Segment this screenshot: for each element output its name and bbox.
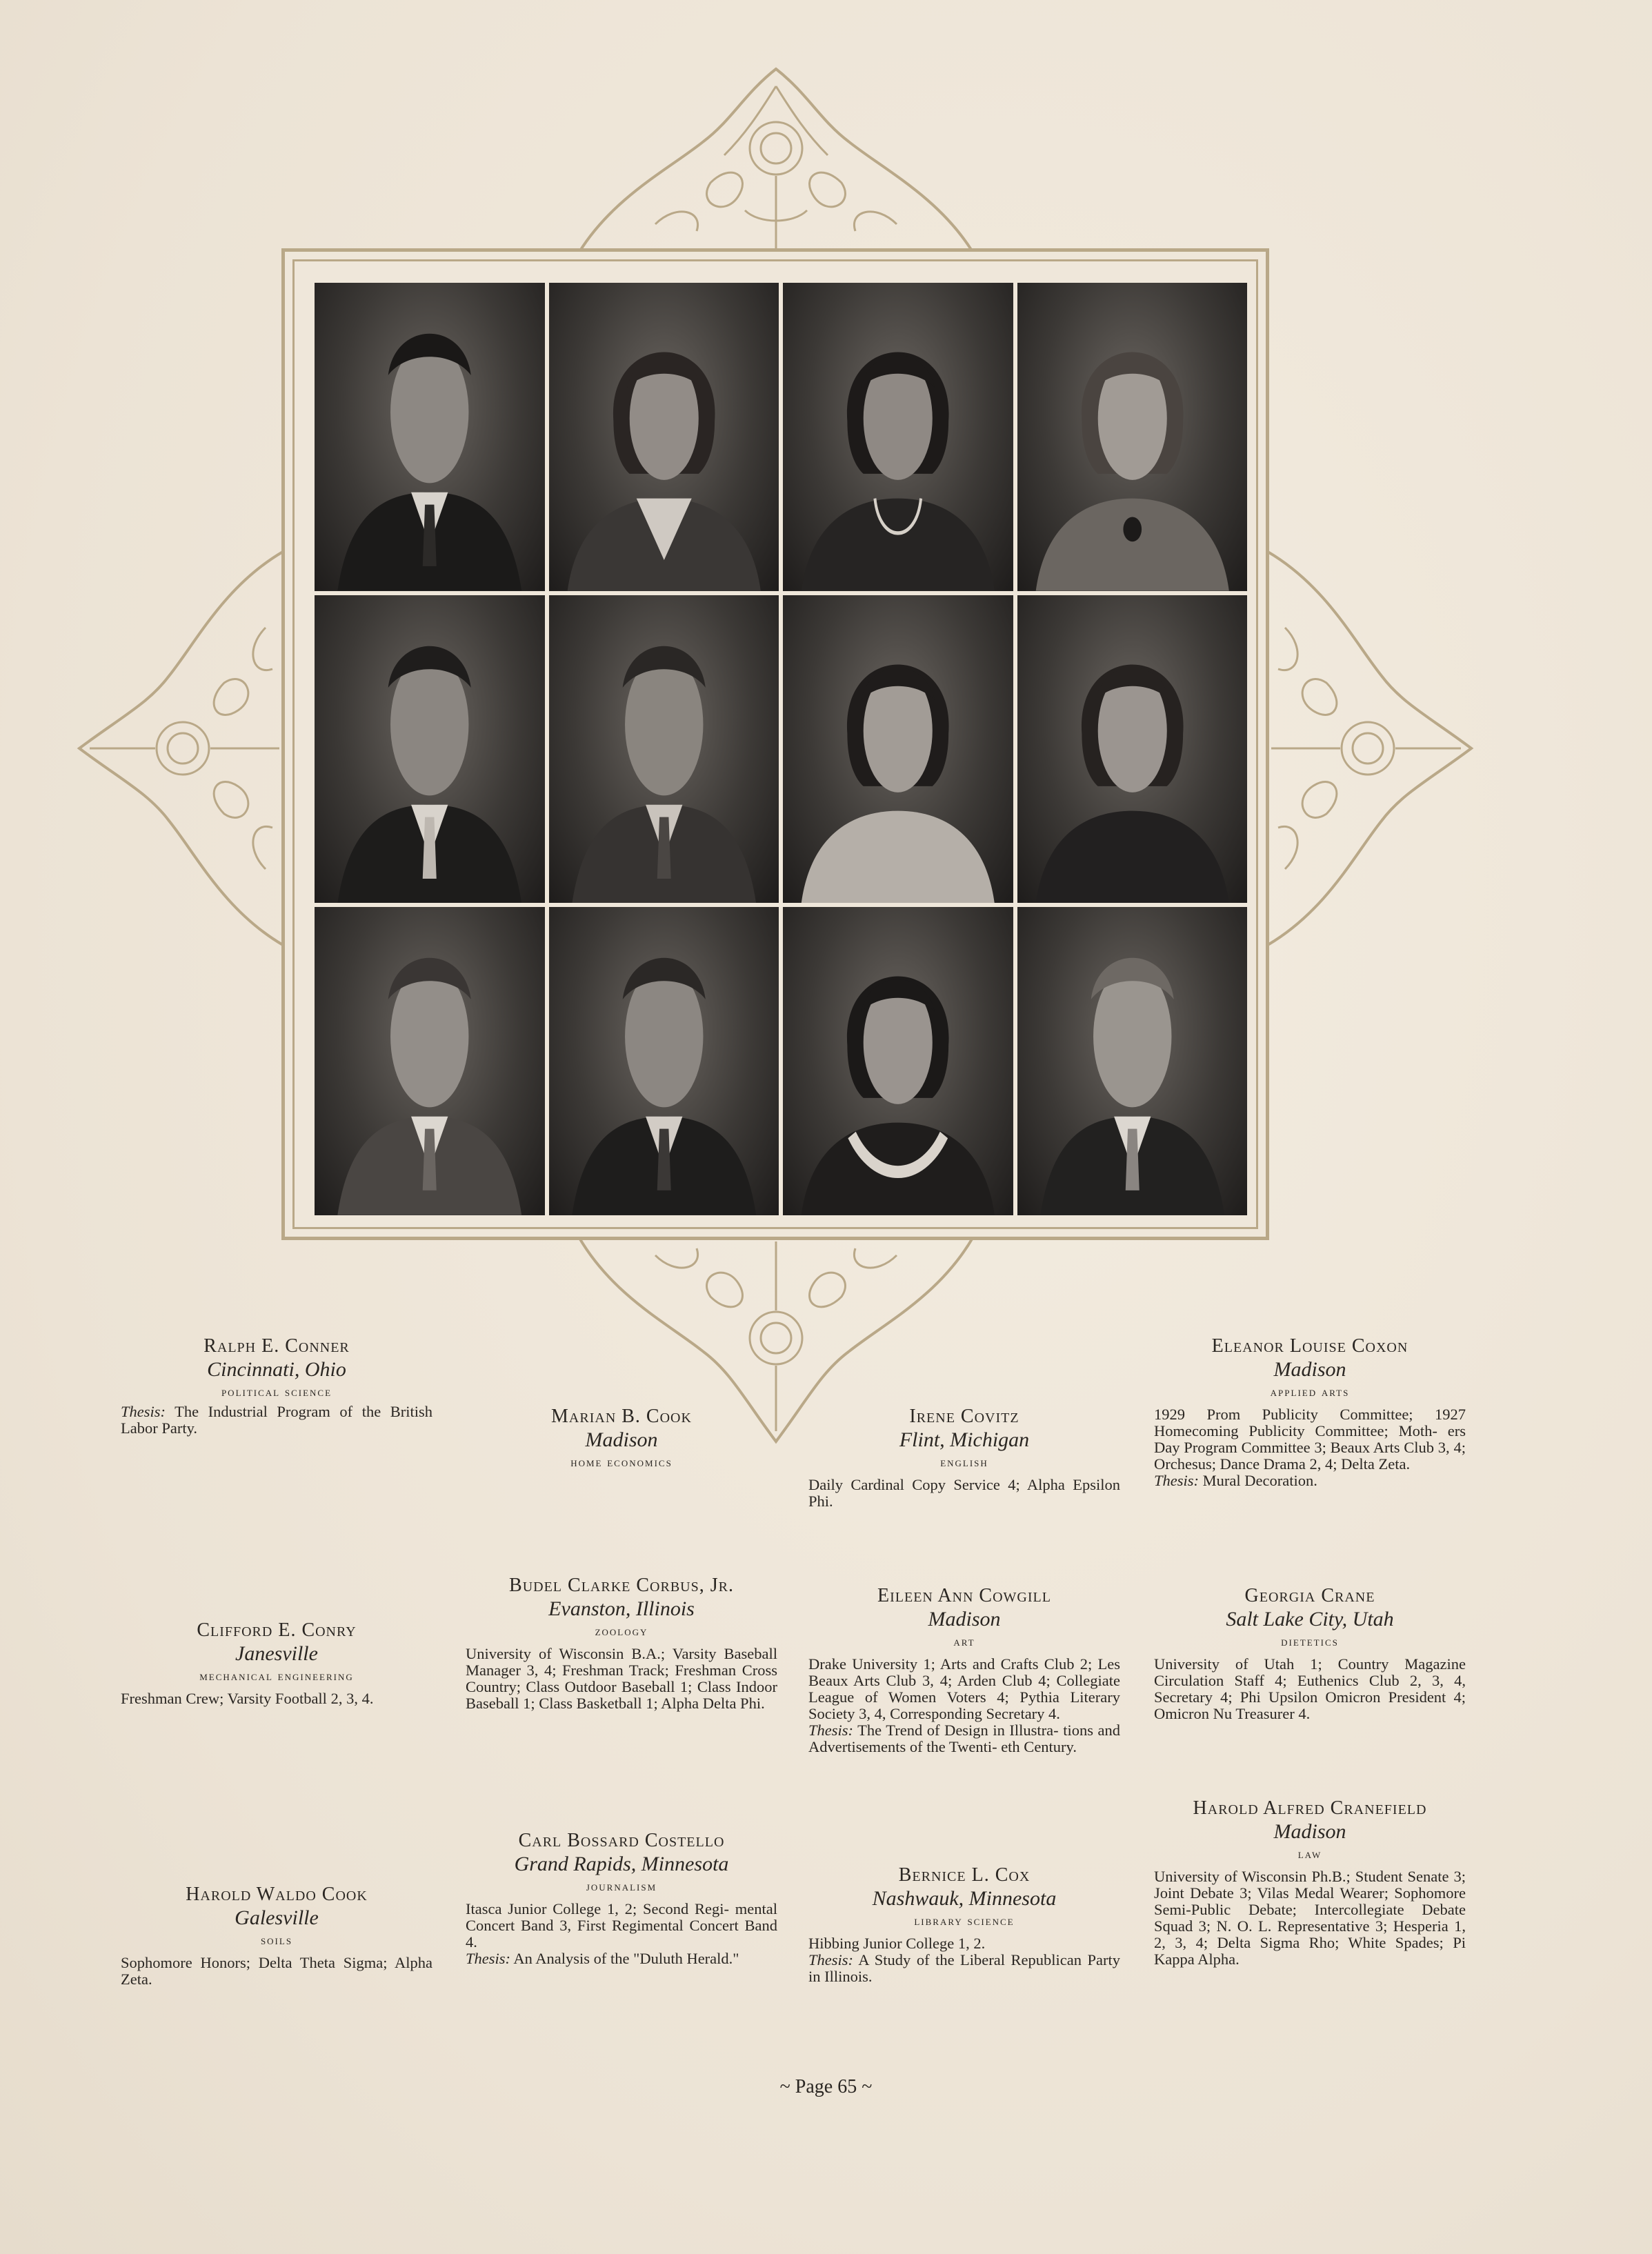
student-activities: Daily Cardinal Copy Service 4; Alpha Epsilon Phi.	[808, 1476, 1120, 1510]
portrait-bernice-cox	[783, 907, 1013, 1215]
student-name: Ralph E. Conner	[203, 1335, 350, 1357]
portrait-harold-cranefield	[1017, 907, 1248, 1215]
entry-marian-cook	[466, 1405, 777, 1474]
female-portrait-art	[783, 283, 1013, 591]
right-ornament	[1264, 545, 1475, 952]
student-name: Clifford E. Conry	[197, 1619, 357, 1641]
top-ornament-art	[573, 66, 979, 255]
student-hometown: Evanston, Illinois	[548, 1597, 695, 1620]
student-hometown: Madison	[1273, 1820, 1346, 1843]
portrait-marian-cook	[549, 283, 779, 591]
top-ornament	[573, 66, 979, 255]
student-activities: 1929 Prom Publicity Committee; 1927 Homecoming Publicity Committee; Moth- ers Day Program Committee 3; Beaux Arts Club 3, 4; Orchesus; Dance Drama 2, 4; Delta Zeta.	[1154, 1406, 1466, 1473]
portrait-eleanor-coxon	[1017, 283, 1248, 591]
female-portrait-art	[1017, 595, 1248, 904]
left-ornament-art	[76, 545, 286, 952]
student-hometown: Nashwauk, Minnesota	[872, 1887, 1057, 1910]
student-hometown: Madison	[1273, 1358, 1346, 1381]
portrait-clifford-conry	[315, 595, 545, 904]
thesis-text: The Trend of Design in Illustra- tions and Advertisements of the Twenti- eth Century.	[808, 1722, 1120, 1755]
female-portrait-art	[1017, 283, 1248, 591]
thesis-label: Thesis:	[1154, 1472, 1200, 1489]
student-thesis	[466, 1951, 777, 1967]
student-activities: Sophomore Honors; Delta Theta Sigma; Alpha Zeta.	[121, 1954, 432, 1988]
entry-bernice-cox	[808, 1864, 1120, 1985]
student-thesis	[121, 1404, 432, 1437]
student-department: home economics	[570, 1455, 673, 1470]
thesis-text: A Study of the Liberal Republican Party in Illinois.	[808, 1951, 1120, 1985]
male-portrait-art	[315, 283, 545, 591]
student-department: soils	[260, 1933, 293, 1948]
entry-budel-corbus	[466, 1574, 777, 1712]
portrait-budel-corbus	[549, 595, 779, 904]
student-department: applied arts	[1270, 1385, 1350, 1399]
entry-carl-costello	[466, 1829, 777, 1967]
student-hometown: Galesville	[235, 1906, 319, 1929]
student-hometown: Madison	[585, 1428, 658, 1451]
student-name: Bernice L. Cox	[898, 1864, 1031, 1886]
right-ornament-art	[1264, 545, 1475, 952]
student-name: Eileen Ann Cowgill	[877, 1585, 1051, 1606]
male-portrait-art	[315, 595, 545, 904]
left-ornament	[76, 545, 286, 952]
student-activities: University of Utah 1; Country Magazine Circulation Staff 4; Euthenics Club 2, 3, 4, Secretary 4; Phi Upsilon Omicron President 4; Omicron Nu Treasurer 4.	[1154, 1655, 1466, 1722]
thesis-label: Thesis:	[808, 1722, 854, 1739]
student-activities: Hibbing Junior College 1, 2.	[808, 1935, 986, 1952]
student-department: law	[1297, 1847, 1322, 1862]
student-department: dietetics	[1281, 1635, 1339, 1649]
student-name: Irene Covitz	[909, 1406, 1019, 1427]
male-portrait-art	[549, 595, 779, 904]
student-hometown: Salt Lake City, Utah	[1226, 1608, 1394, 1630]
female-portrait-art	[783, 595, 1013, 904]
thesis-label: Thesis:	[121, 1403, 166, 1420]
page-number: ~ Page 65 ~	[779, 2076, 873, 2097]
student-name: Georgia Crane	[1244, 1585, 1375, 1606]
student-name: Harold Waldo Cook	[186, 1884, 368, 1905]
student-hometown: Flint, Michigan	[899, 1428, 1030, 1451]
portrait-ralph-conner	[315, 283, 545, 591]
student-department: mechanical engineering	[199, 1669, 354, 1684]
male-portrait-art	[1017, 907, 1248, 1215]
student-hometown: Grand Rapids, Minnesota	[514, 1853, 729, 1875]
female-portrait-art	[783, 907, 1013, 1215]
student-activities: Drake University 1; Arts and Crafts Club 2; Les Beaux Arts Club 3, 4; Arden Club 4; Collegiate League of Women Voters 4; Pythia Literary Society 3, 4, Corresponding Secretary 4.	[808, 1655, 1120, 1722]
student-department: library science	[914, 1914, 1015, 1928]
male-portrait-art	[549, 907, 779, 1215]
student-thesis	[808, 1722, 1120, 1755]
student-name: Marian B. Cook	[551, 1406, 692, 1427]
thesis-text: The Industrial Program of the British Labor Party.	[121, 1403, 432, 1437]
thesis-text: Mural Decoration.	[1199, 1472, 1317, 1489]
entry-eleanor-coxon	[1154, 1335, 1466, 1489]
entry-clifford-conry	[121, 1619, 432, 1707]
female-portrait-art	[549, 283, 779, 591]
entry-harold-cranefield	[1154, 1797, 1466, 1968]
student-activities: University of Wisconsin B.A.; Varsity Baseball Manager 3, 4; Freshman Track; Freshman Cross Country; Class Outdoor Baseball 1; Class Indoor Baseball 1; Class Basketball 1; Alpha Delta Phi.	[466, 1645, 777, 1712]
portrait-carl-costello	[549, 907, 779, 1215]
student-department: zoology	[595, 1624, 648, 1639]
portrait-georgia-crane	[1017, 595, 1248, 904]
portrait-grid	[315, 283, 1247, 1215]
entry-irene-covitz	[808, 1405, 1120, 1510]
portrait-irene-covitz	[783, 283, 1013, 591]
thesis-label: Thesis:	[808, 1951, 854, 1968]
entry-ralph-conner	[121, 1335, 432, 1437]
student-name: Carl Bossard Costello	[518, 1830, 725, 1851]
male-portrait-art	[315, 907, 545, 1215]
thesis-label: Thesis:	[466, 1950, 511, 1967]
student-name: Budel Clarke Corbus, Jr.	[509, 1575, 734, 1596]
student-department: political science	[221, 1385, 332, 1399]
thesis-text: An Analysis of the "Duluth Herald."	[510, 1950, 739, 1967]
portrait-eileen-cowgill	[783, 595, 1013, 904]
student-department: english	[940, 1455, 988, 1470]
student-activities: University of Wisconsin Ph.B.; Student Senate 3; Joint Debate 3; Vilas Medal Wearer; Sophomore Semi-Public Debate; Intercollegiate Debate Squad 3; N. O. L. Representative 3; Hesperia 1, 2, 3, 4; Delta Sigma Rho; White Spades; Pi Kappa Alpha.	[1154, 1868, 1466, 1968]
student-department: art	[953, 1635, 975, 1649]
entry-harold-cook	[121, 1883, 432, 1988]
student-hometown: Janesville	[235, 1642, 318, 1665]
student-name: Eleanor Louise Coxon	[1211, 1335, 1409, 1357]
student-activities: Itasca Junior College 1, 2; Second Regi- mental Concert Band 3, First Regimental Concert Band 4.	[466, 1900, 777, 1951]
entry-georgia-crane	[1154, 1584, 1466, 1722]
student-thesis	[808, 1952, 1120, 1985]
entry-eileen-cowgill	[808, 1584, 1120, 1755]
student-activities: Freshman Crew; Varsity Football 2, 3, 4.	[121, 1690, 374, 1707]
student-hometown: Madison	[928, 1608, 1001, 1630]
portrait-harold-cook	[315, 907, 545, 1215]
student-hometown: Cincinnati, Ohio	[207, 1358, 346, 1381]
student-thesis	[1154, 1473, 1466, 1489]
student-name: Harold Alfred Cranefield	[1193, 1797, 1427, 1819]
student-department: journalism	[586, 1879, 657, 1894]
